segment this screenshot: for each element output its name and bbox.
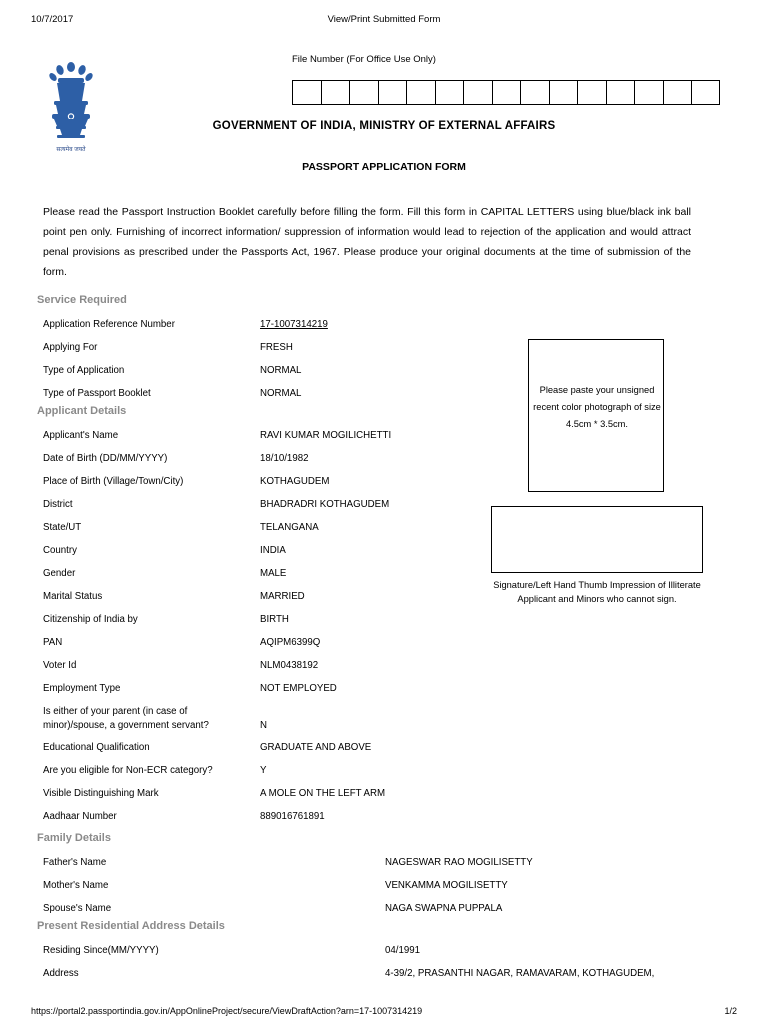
field-label: District — [43, 499, 73, 510]
field-label: Applying For — [43, 342, 98, 353]
file-number-cell[interactable] — [349, 80, 378, 105]
emblem-caption: सत्यमेव जयते — [56, 147, 86, 153]
field-value: TELANGANA — [260, 522, 319, 533]
field-value: Y — [260, 765, 267, 776]
field-label: Date of Birth (DD/MM/YYYY) — [43, 453, 168, 464]
field-label: Address — [43, 968, 79, 979]
field-value: 18/10/1982 — [260, 453, 309, 464]
field-label: Country — [43, 545, 77, 556]
signature-caption: Signature/Left Hand Thumb Impression of Illiterate Applicant and Minors who cannot sign. — [493, 580, 701, 604]
file-number-cell[interactable] — [435, 80, 464, 105]
file-number-label: File Number (For Office Use Only) — [292, 54, 436, 65]
field-value: INDIA — [260, 545, 286, 556]
file-number-cell[interactable] — [577, 80, 606, 105]
field-label: Applicant's Name — [43, 430, 119, 441]
field-value: KOTHAGUDEM — [260, 476, 330, 487]
field-value: MARRIED — [260, 591, 305, 602]
section-heading-present-address: Present Residential Address Details — [37, 920, 225, 932]
field-label: Employment Type — [43, 683, 121, 694]
instructions-paragraph: Please read the Passport Instruction Booklet carefully before filling the form. Fill this form in CAPITAL LETTERS using blue/black ink ball point pen only. Furnishing of incorrect information/ suppression of information would lead to rejection of the application and would attract penal provisions as prescribed under the Passports Act, 1967. Please produce your original documents at the time of submission of the form. — [43, 206, 691, 278]
field-value: RAVI KUMAR MOGILICHETTI — [260, 430, 392, 441]
national-emblem-icon — [44, 58, 98, 150]
government-title: GOVERNMENT OF INDIA, MINISTRY OF EXTERNAL AFFAIRS — [212, 120, 556, 132]
file-number-cell[interactable] — [292, 80, 321, 105]
field-label: Application Reference Number — [43, 319, 175, 330]
file-number-cell[interactable] — [520, 80, 549, 105]
field-label: Residing Since(MM/YYYY) — [43, 945, 159, 956]
field-value: NORMAL — [260, 388, 302, 399]
field-label: Father's Name — [43, 857, 107, 868]
file-number-boxes[interactable] — [292, 80, 720, 105]
field-label: Aadhaar Number — [43, 811, 117, 822]
footer-url: https://portal2.passportindia.gov.in/AppOnlineProject/secure/ViewDraftAction?arn=17-1007314219 — [31, 1006, 423, 1016]
field-label: Type of Passport Booklet — [43, 388, 151, 399]
photo-paste-box — [528, 339, 664, 492]
form-title: PASSPORT APPLICATION FORM — [302, 161, 466, 173]
field-label: Type of Application — [43, 365, 125, 376]
field-label: PAN — [43, 637, 63, 648]
field-value: 4-39/2, PRASANTHI NAGAR, RAMAVARAM, KOTHAGUDEM, — [385, 968, 655, 979]
file-number-cell[interactable] — [606, 80, 635, 105]
field-value: 889016761891 — [260, 811, 325, 822]
field-value: NLM0438192 — [260, 660, 319, 671]
file-number-cell[interactable] — [691, 80, 720, 105]
field-label: Voter Id — [43, 660, 77, 671]
file-number-cell[interactable] — [378, 80, 407, 105]
field-label: Educational Qualification — [43, 742, 150, 753]
file-number-cell[interactable] — [663, 80, 692, 105]
field-value: GRADUATE AND ABOVE — [260, 742, 372, 753]
field-label: Marital Status — [43, 591, 103, 602]
section-heading-service-required: Service Required — [37, 294, 127, 306]
field-value: A MOLE ON THE LEFT ARM — [260, 788, 386, 799]
field-value: BHADRADRI KOTHAGUDEM — [260, 499, 390, 510]
file-number-cell[interactable] — [492, 80, 521, 105]
signature-box — [491, 506, 703, 573]
field-label: State/UT — [43, 522, 82, 533]
file-number-cell[interactable] — [406, 80, 435, 105]
section-heading-applicant-details: Applicant Details — [37, 405, 127, 417]
section-heading-family-details: Family Details — [37, 832, 111, 844]
file-number-cell[interactable] — [634, 80, 663, 105]
field-label: Visible Distinguishing Mark — [43, 788, 159, 799]
field-value: NAGA SWAPNA PUPPALA — [385, 903, 503, 914]
file-number-cell[interactable] — [463, 80, 492, 105]
field-value: AQIPM6399Q — [260, 637, 321, 648]
field-label: Spouse's Name — [43, 903, 112, 914]
field-label: Mother's Name — [43, 880, 109, 891]
print-header — [0, 14, 768, 30]
field-value: FRESH — [260, 342, 293, 353]
field-value: 04/1991 — [385, 945, 421, 956]
print-title: View/Print Submitted Form — [327, 14, 441, 25]
field-label: Citizenship of India by — [43, 614, 138, 625]
photo-instruction-text: Please paste your unsigned recent color photograph of size 4.5cm * 3.5cm. — [533, 385, 661, 429]
field-value: BIRTH — [260, 614, 289, 625]
field-value: N — [260, 720, 267, 731]
field-label: Gender — [43, 568, 76, 579]
field-label: Are you eligible for Non-ECR category? — [43, 765, 213, 776]
field-value: NORMAL — [260, 365, 302, 376]
field-label: Place of Birth (Village/Town/City) — [43, 476, 184, 487]
field-value: VENKAMMA MOGILISETTY — [385, 880, 508, 891]
field-value: NOT EMPLOYED — [260, 683, 337, 694]
print-date: 10/7/2017 — [31, 14, 74, 25]
field-value: NAGESWAR RAO MOGILISETTY — [385, 857, 533, 868]
field-label: Is either of your parent (in case of minor)/spouse, a government servant? — [43, 706, 209, 731]
file-number-cell[interactable] — [321, 80, 350, 105]
field-value: MALE — [260, 568, 287, 579]
field-value: 17-1007314219 — [260, 319, 328, 330]
footer-page-number: 1/2 — [724, 1006, 737, 1016]
file-number-cell[interactable] — [549, 80, 578, 105]
